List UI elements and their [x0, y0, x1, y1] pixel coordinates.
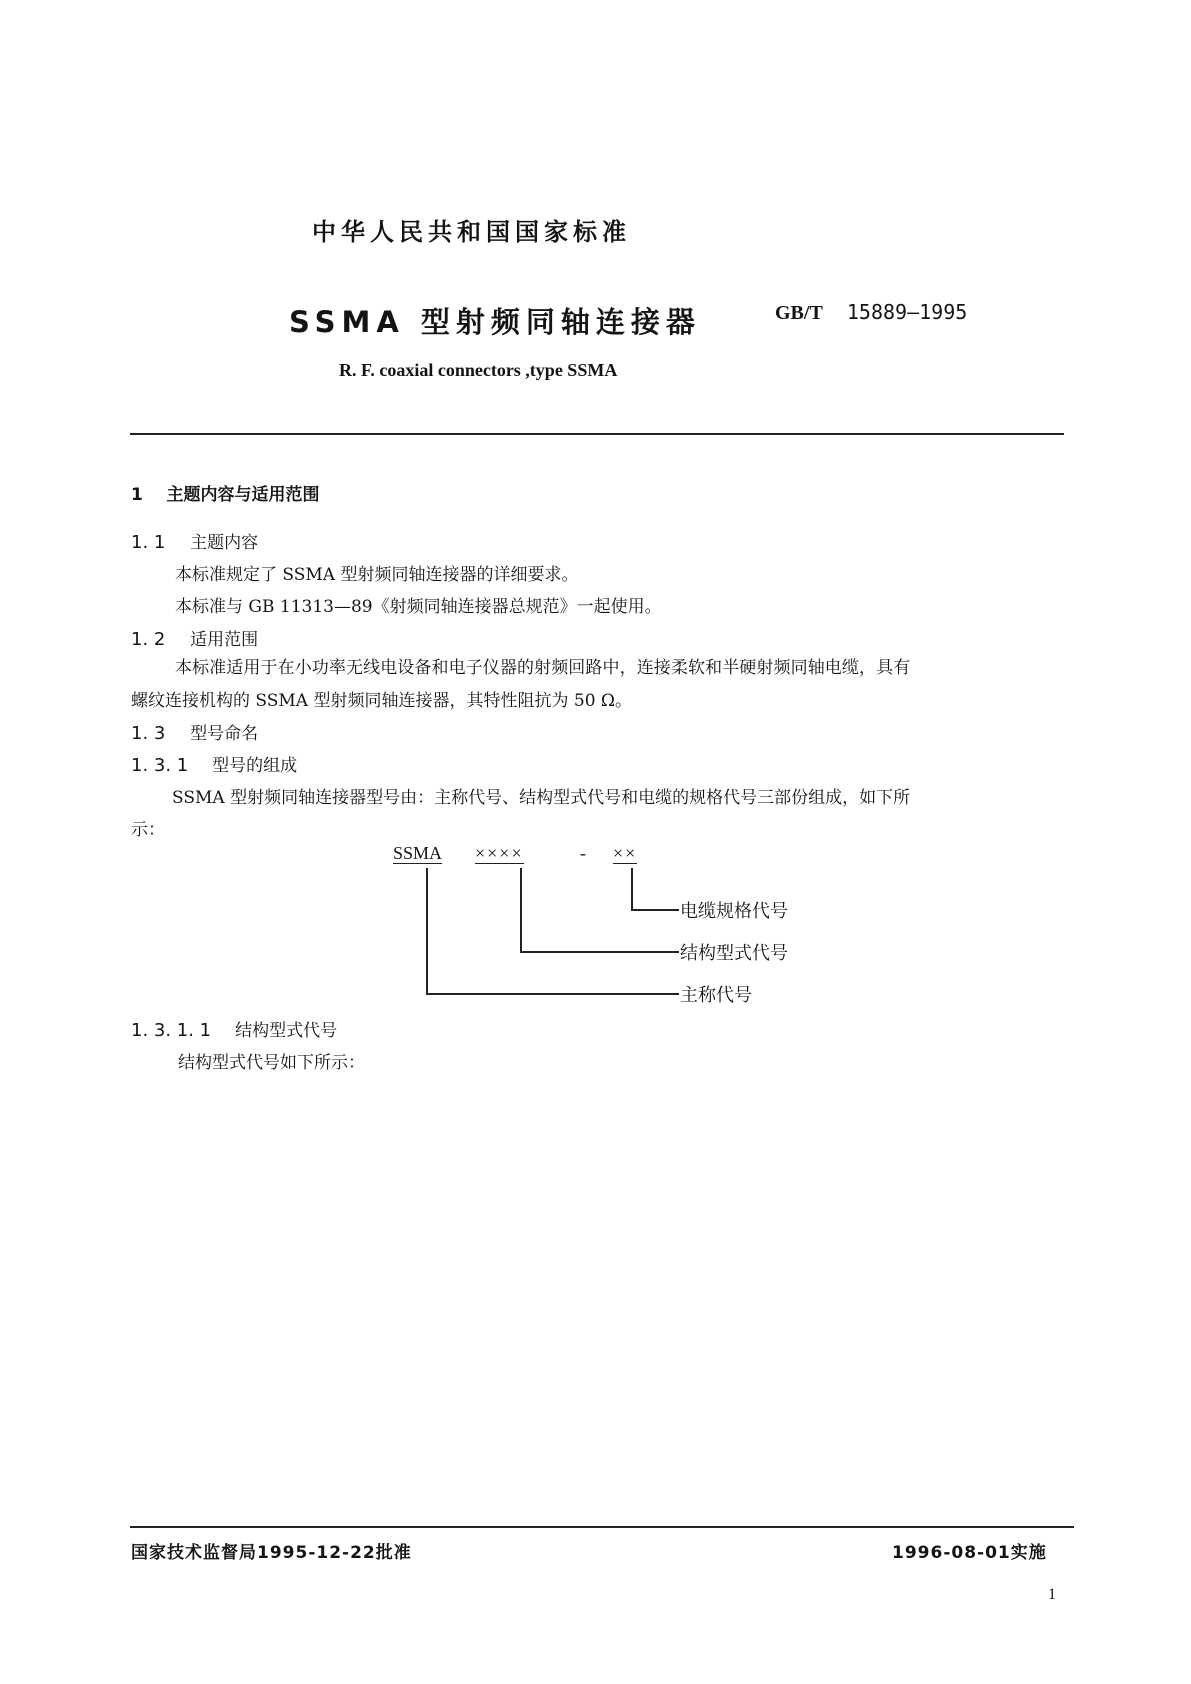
section-title: 适用范围 [190, 630, 259, 650]
section-number: 1 [131, 485, 143, 505]
connector-line [520, 951, 679, 953]
section-title: 型号命名 [190, 724, 259, 744]
code-main: SSMA [393, 843, 443, 863]
implementation-date: 1996-08-01实施 [892, 1543, 1047, 1563]
paragraph-line: 螺纹连接机构的 SSMA 型射频同轴连接器，其特性阻抗为 50 Ω。 [131, 691, 633, 711]
standard-code: 15889—1995 [846, 300, 968, 324]
paragraph: 本标准规定了 SSMA 型射频同轴连接器的详细要求。 [175, 565, 579, 585]
english-title: R. F. coaxial connectors ,type SSMA [339, 360, 618, 380]
section-number: 1. 2 [131, 629, 166, 650]
label-main: 主称代号 [680, 985, 752, 1006]
paragraph: 本标准与 GB 11313—89《射频同轴连接器总规范》一起使用。 [175, 597, 662, 617]
paragraph-line: SSMA 型射频同轴连接器型号由：主称代号、结构型式代号和电缆的规格代号三部份组成，如下所 [172, 788, 911, 808]
national-standard-heading: 中华人民共和国国家标准 [312, 218, 631, 246]
approval-note: 国家技术监督局1995-12-22批准 [131, 1543, 412, 1563]
paragraph-line: 本标准适用于在小功率无线电设备和电子仪器的射频回路中，连接柔软和半硬射频同轴电缆，具有 [175, 658, 911, 678]
section-number: 1. 3. 1 [131, 755, 189, 776]
page-number: 1 [1048, 1586, 1056, 1603]
footer-divider [130, 1526, 1074, 1528]
section-title: 型号的组成 [212, 756, 298, 776]
section-title: 主题内容 [190, 533, 259, 553]
code-dash: - [580, 843, 586, 863]
connector-line [426, 868, 428, 994]
section-1-2-heading [131, 625, 258, 650]
paragraph-line: 示： [131, 820, 165, 840]
section-number: 1. 3. 1. 1 [131, 1020, 212, 1041]
connector-line [631, 868, 633, 910]
section-1-heading [131, 480, 320, 505]
section-1-3-1-1-heading [131, 1016, 337, 1041]
label-struct: 结构型式代号 [680, 943, 788, 964]
paragraph: 结构型式代号如下所示： [178, 1053, 365, 1073]
document-title: SSMA 型射频同轴连接器 [289, 305, 701, 339]
section-1-1-heading [131, 528, 258, 553]
connector-line [426, 993, 679, 995]
connector-line [520, 868, 522, 952]
standard-number [775, 300, 967, 325]
section-number: 1. 1 [131, 532, 166, 553]
code-cable: ×× [613, 843, 638, 863]
section-1-3-1-heading [131, 751, 297, 776]
label-cable: 电缆规格代号 [680, 901, 788, 922]
code-struct: ×××× [475, 843, 524, 863]
connector-line [631, 909, 679, 911]
header-divider [130, 433, 1064, 435]
section-1-3-heading [131, 719, 258, 744]
section-title: 结构型式代号 [235, 1021, 338, 1041]
section-title: 主题内容与适用范围 [166, 485, 320, 505]
standard-prefix: GB/T [775, 302, 823, 324]
section-number: 1. 3 [131, 723, 166, 744]
